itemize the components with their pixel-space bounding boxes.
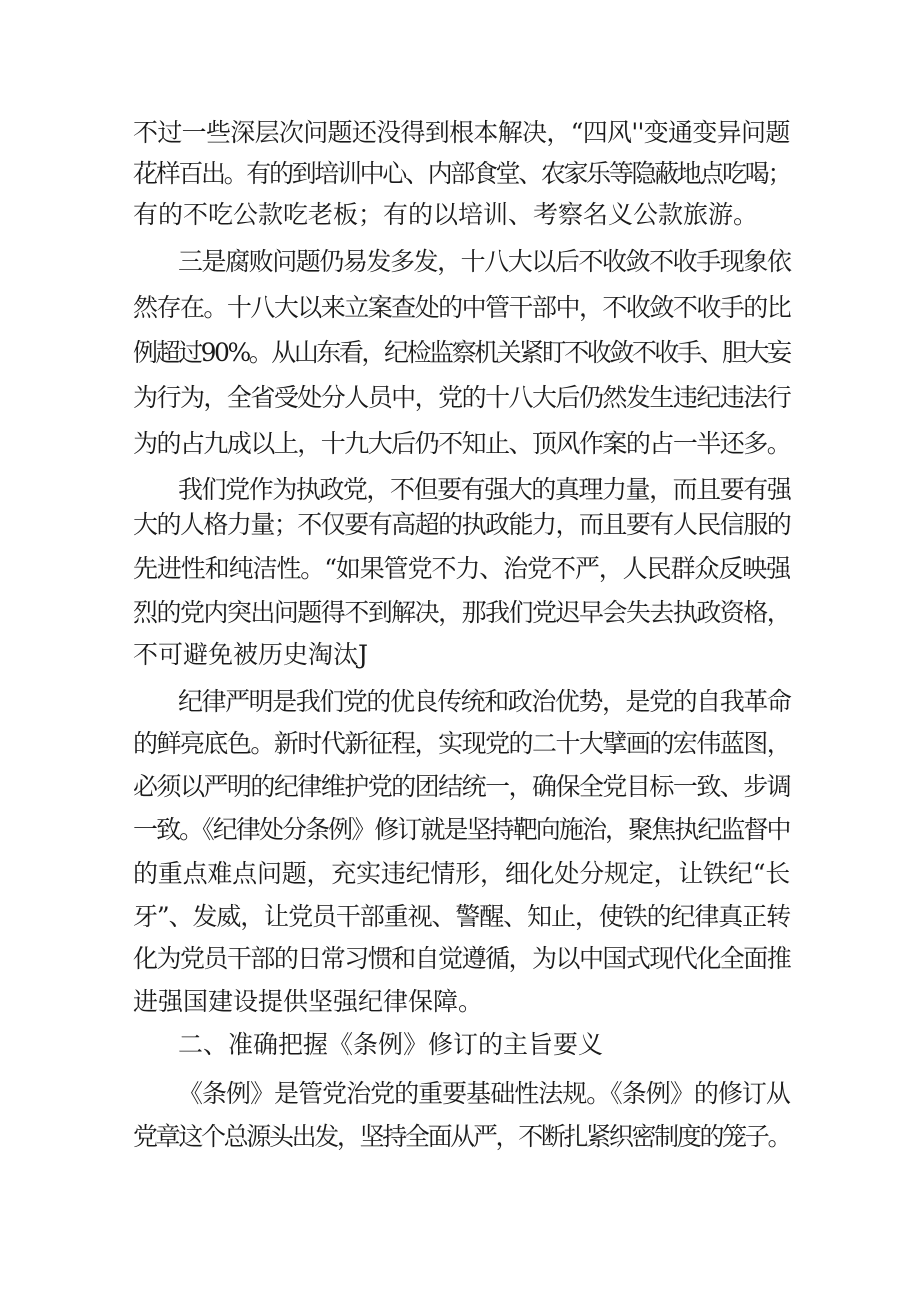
- text-line: 党章这个总源头出发，坚持全面从严，不断扎紧织密制度的笼子。: [133, 1122, 791, 1151]
- text-line: 我们党作为执政党，不但要有强大的真理力量，而且要有强: [178, 475, 791, 504]
- text-line: 进强国建设提供坚强纪律保障。: [133, 987, 484, 1016]
- text-line: 烈的党内突出问题得不到解决，那我们党迟早会失去执政资格，: [133, 598, 791, 627]
- text-line: 的重点难点问题，充实违纪情形，细化处分规定，让铁纪“长: [133, 859, 791, 888]
- text-line: 不可避免被历史淘汰J: [133, 640, 369, 669]
- text-line: 的鲜亮底色。新时代新征程，实现党的二十大擘画的宏伟蓝图，: [133, 729, 791, 758]
- text-line: 例超过90%。从山东看，纪检监察机关紧盯不收敛不收手、胆大妄: [133, 338, 790, 367]
- text-line: 《条例》是管党治党的重要基础性法规。《条例》的修订从: [178, 1079, 790, 1108]
- text-line: 为的占九成以上，十九大后仍不知止、顶风作案的占一半还多。: [133, 429, 791, 458]
- heading-line: 二、准确把握《条例》修订的主旨要义: [178, 1030, 604, 1059]
- text-line: 化为党员干部的日常习惯和自觉遵循，为以中国式现代化全面推: [133, 944, 791, 973]
- text-line: 然存在。十八大以来立案查处的中管干部中，不收敛不收手的比: [133, 293, 791, 322]
- text-line: 花样百出。有的到培训中心、内部食堂、农家乐等隐蔽地点吃喝；: [133, 159, 791, 188]
- text-line: 大的人格力量；不仅要有高超的执政能力，而且要有人民信服的: [133, 510, 791, 539]
- text-line: 一致。《纪律处分条例》修订就是坚持靶向施治，聚焦执纪监督中: [133, 815, 790, 844]
- text-line: 三是腐败问题仍易发多发，十八大以后不收敛不收手现象依: [178, 247, 791, 276]
- text-line: 为行为，全省受处分人员中，党的十八大后仍然发生违纪违法行: [133, 383, 791, 412]
- text-line: 有的不吃公款吃老板；有的以培训、考察名义公款旅游。: [133, 200, 759, 229]
- text-line: 不过一些深层次问题还没得到根本解决，“四风''变通变异问题: [133, 118, 790, 147]
- text-line: 先进性和纯洁性。“如果管党不力、治党不严，人民群众反映强: [133, 554, 790, 583]
- text-line: 牙”、发威，让党员干部重视、警醒、知止，使铁的纪律真正转: [133, 902, 790, 931]
- text-line: 纪律严明是我们党的优良传统和政治优势，是党的自我革命: [178, 687, 791, 716]
- text-line: 必须以严明的纪律维护党的团结统一，确保全党目标一致、步调: [133, 772, 791, 801]
